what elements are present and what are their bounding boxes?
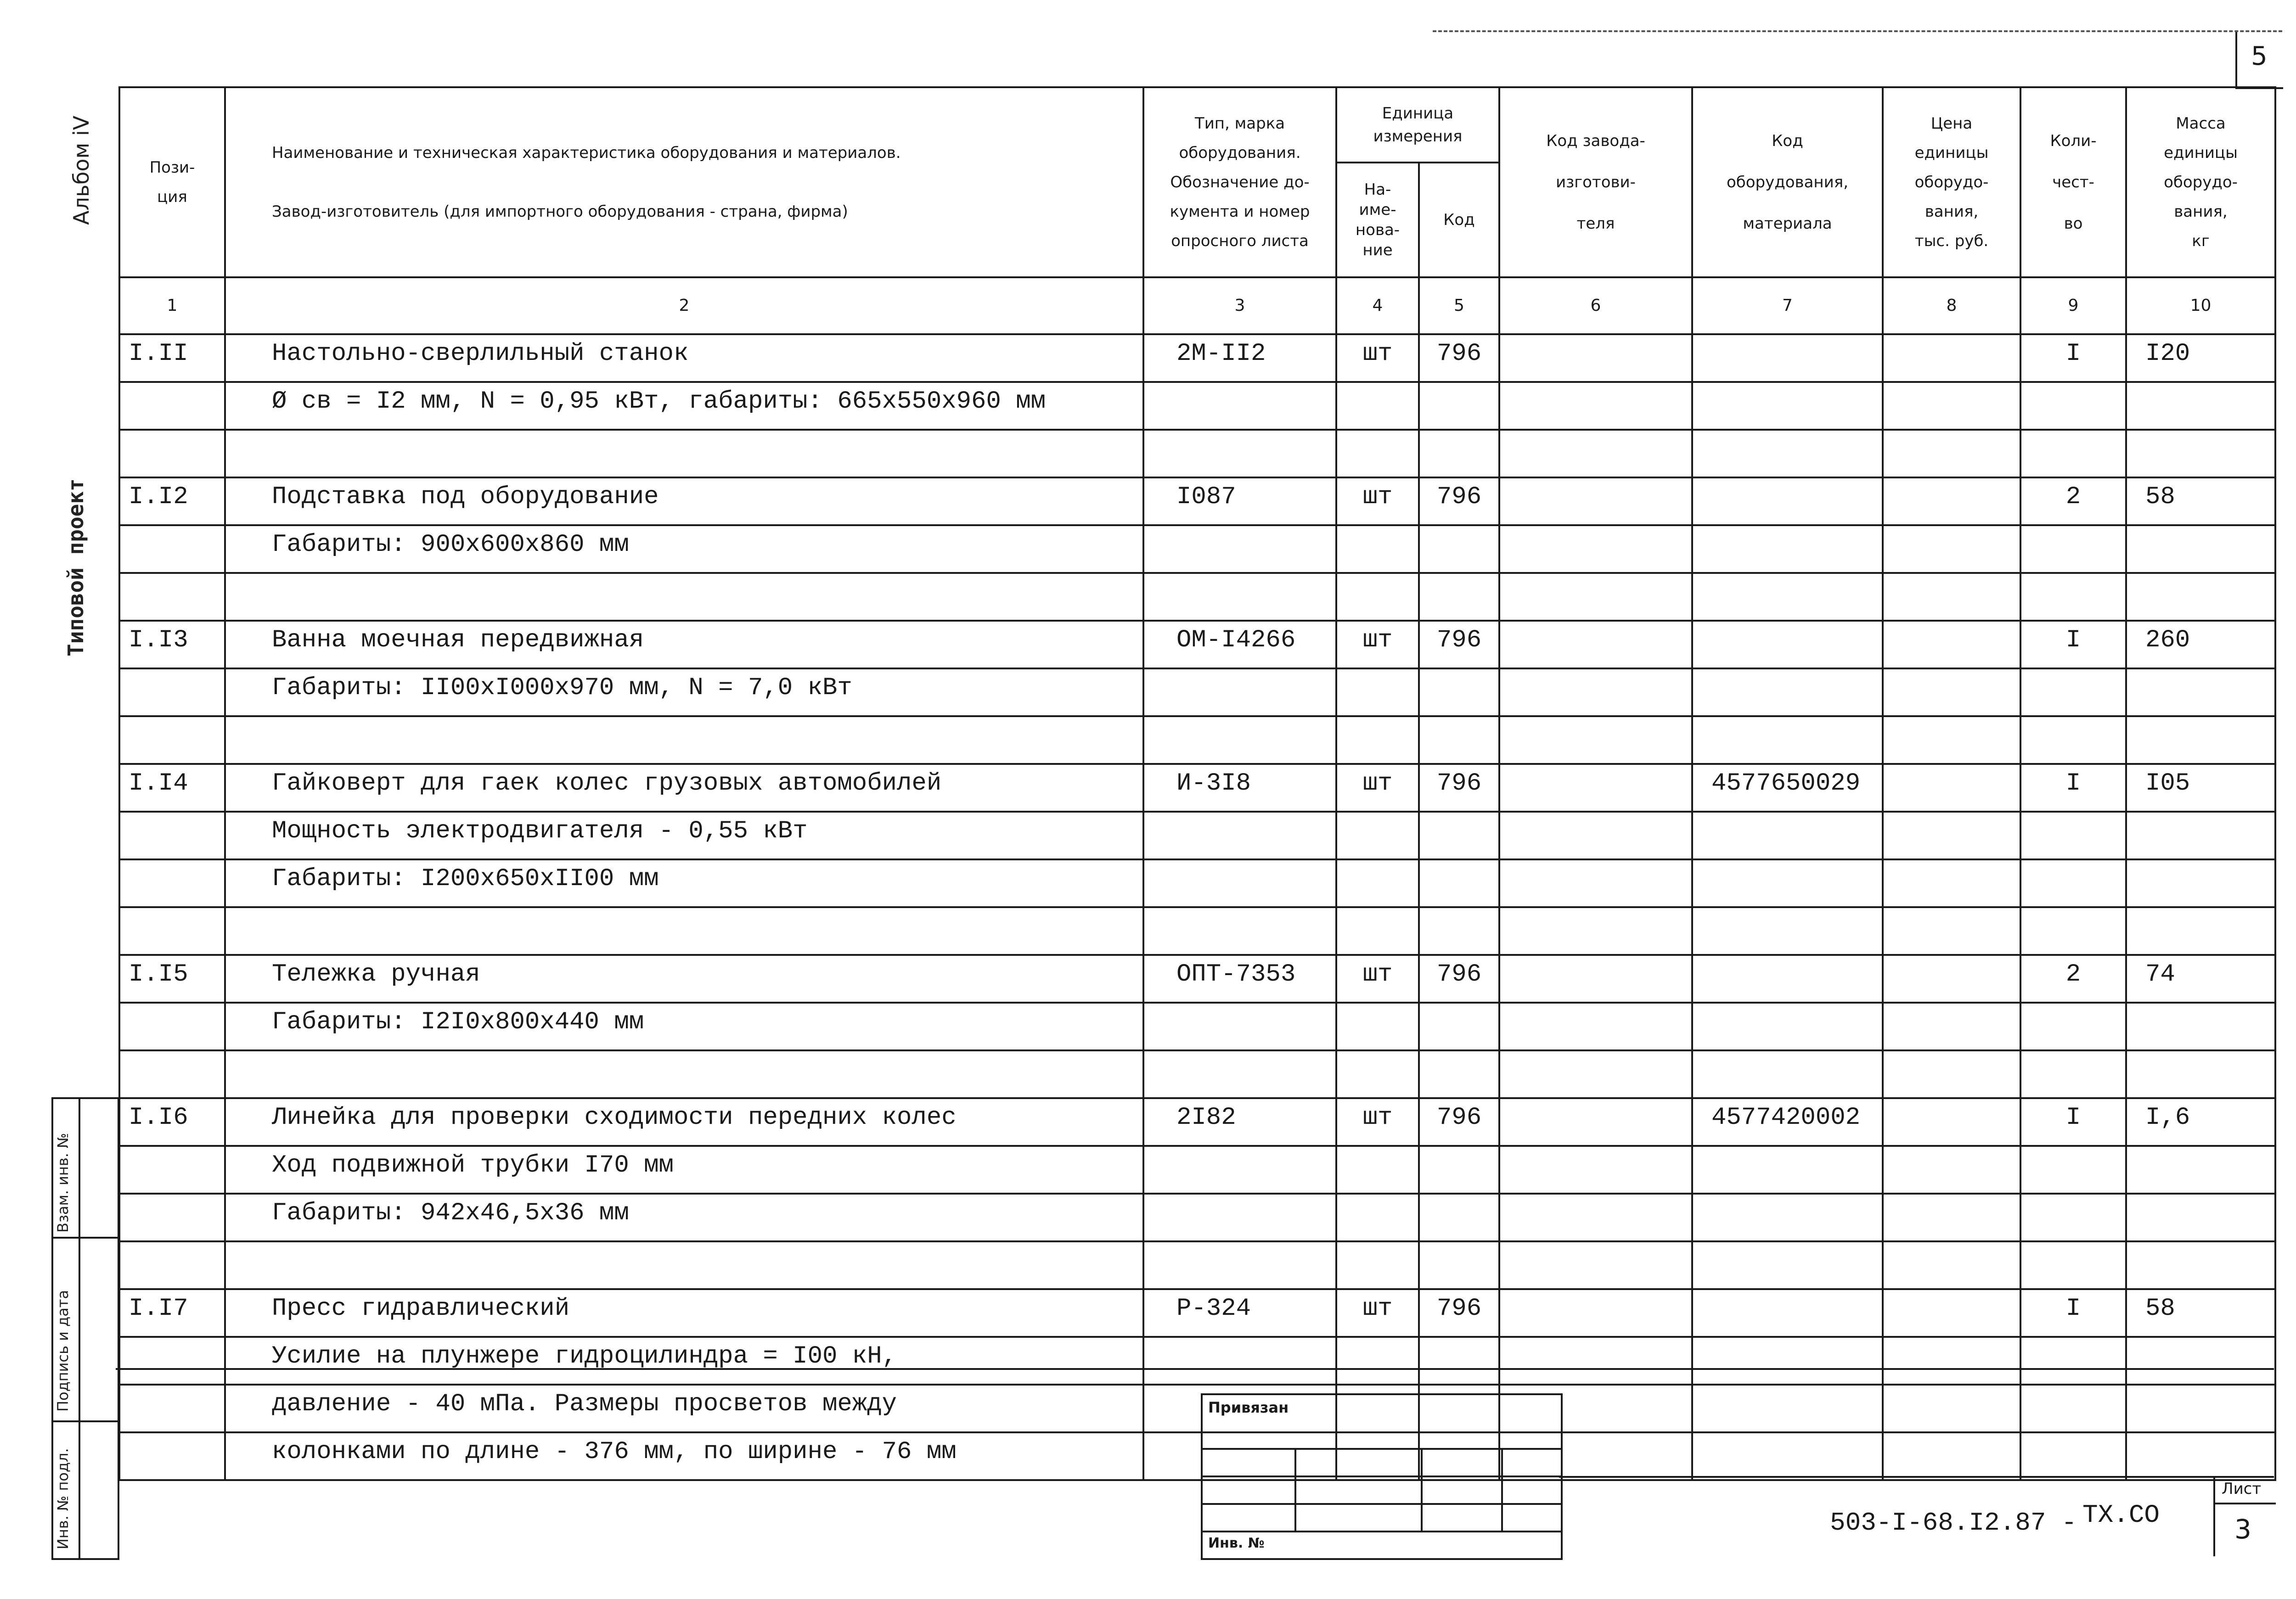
table-row	[119, 1241, 2275, 1289]
row-position	[119, 525, 225, 573]
row-position	[119, 812, 225, 859]
row-unit-code	[1419, 573, 1499, 621]
row-maker-code	[1499, 1194, 1692, 1241]
row-maker-code	[1499, 382, 1692, 430]
row-price	[1883, 1098, 2020, 1146]
row-unit-code	[1419, 525, 1499, 573]
row-price	[1883, 907, 2020, 955]
row-name: давление - 40 мПа. Размеры просветов между	[225, 1385, 1143, 1432]
specification-body	[119, 334, 2275, 1480]
row-position	[119, 1146, 225, 1194]
row-name: Габариты: II00xI000x970 мм, N = 7,0 кВт	[225, 668, 1143, 716]
row-unit-name	[1336, 907, 1419, 955]
row-type: Р-324	[1143, 1289, 1336, 1337]
table-row	[119, 907, 2275, 955]
row-mass	[2126, 430, 2275, 477]
row-position: I.I5	[119, 955, 225, 1003]
row-name	[225, 716, 1143, 764]
row-unit-name	[1336, 430, 1419, 477]
row-unit-code: 796	[1419, 477, 1499, 525]
row-unit-code	[1419, 382, 1499, 430]
row-maker-code	[1499, 668, 1692, 716]
row-equipment-code	[1692, 382, 1883, 430]
row-position: I.II	[119, 334, 225, 382]
row-name	[225, 430, 1143, 477]
row-type	[1143, 573, 1336, 621]
row-quantity	[2020, 430, 2126, 477]
row-type: ОПТ-7353	[1143, 955, 1336, 1003]
row-position: I.I6	[119, 1098, 225, 1146]
row-name	[225, 573, 1143, 621]
row-equipment-code: 4577420002	[1692, 1098, 1883, 1146]
row-position: I.I2	[119, 477, 225, 525]
specification-table	[118, 86, 2276, 1481]
column-number: 10	[2126, 277, 2275, 334]
row-type	[1143, 907, 1336, 955]
row-unit-name: шт	[1336, 477, 1419, 525]
row-name: Габариты: I200x650xII00 мм	[225, 859, 1143, 907]
row-maker-code	[1499, 477, 1692, 525]
row-position	[119, 430, 225, 477]
row-name: Мощность электродвигателя - 0,55 кВт	[225, 812, 1143, 859]
document-suffix: ТХ.СО	[2082, 1500, 2160, 1530]
row-type	[1143, 382, 1336, 430]
column-number: 5	[1419, 277, 1499, 334]
row-unit-name: шт	[1336, 764, 1419, 812]
row-price	[1883, 382, 2020, 430]
row-position	[119, 573, 225, 621]
row-equipment-code	[1692, 477, 1883, 525]
row-name	[225, 1241, 1143, 1289]
row-mass	[2126, 812, 2275, 859]
row-name: Подставка под оборудование	[225, 477, 1143, 525]
row-price	[1883, 334, 2020, 382]
row-equipment-code	[1692, 430, 1883, 477]
row-equipment-code	[1692, 1146, 1883, 1194]
header-equipment-code: Код оборудования, материала	[1692, 87, 1883, 277]
row-mass	[2126, 1050, 2275, 1098]
row-name	[225, 1050, 1143, 1098]
row-unit-code: 796	[1419, 1098, 1499, 1146]
row-unit-name	[1336, 382, 1419, 430]
row-unit-name	[1336, 1146, 1419, 1194]
row-mass: 58	[2126, 1289, 2275, 1337]
row-position	[119, 1050, 225, 1098]
row-quantity	[2020, 382, 2126, 430]
row-type: ОМ-I4266	[1143, 621, 1336, 668]
row-position: I.I3	[119, 621, 225, 668]
row-price	[1883, 1289, 2020, 1337]
column-number: 7	[1692, 277, 1883, 334]
row-unit-name	[1336, 1050, 1419, 1098]
row-price	[1883, 812, 2020, 859]
row-price	[1883, 573, 2020, 621]
row-quantity: 2	[2020, 955, 2126, 1003]
row-quantity: I	[2020, 334, 2126, 382]
row-quantity	[2020, 525, 2126, 573]
header-row-1	[119, 87, 2275, 163]
row-maker-code	[1499, 716, 1692, 764]
header-unit-group: Единица измерения	[1336, 87, 1499, 163]
row-unit-name	[1336, 573, 1419, 621]
inventory-label: Инв. №	[1208, 1535, 1265, 1551]
row-mass	[2126, 525, 2275, 573]
row-equipment-code	[1692, 1003, 1883, 1050]
row-mass: 58	[2126, 477, 2275, 525]
table-row	[119, 1050, 2275, 1098]
page-number-box	[2235, 32, 2283, 89]
row-position	[119, 668, 225, 716]
row-quantity	[2020, 716, 2126, 764]
row-price	[1883, 1146, 2020, 1194]
row-maker-code	[1499, 573, 1692, 621]
row-unit-code: 796	[1419, 334, 1499, 382]
row-price	[1883, 477, 2020, 525]
row-maker-code	[1499, 1241, 1692, 1289]
row-type	[1143, 430, 1336, 477]
sheet-label: Лист	[2222, 1480, 2262, 1498]
row-price	[1883, 1194, 2020, 1241]
header-quantity: Коли- чест- во	[2020, 87, 2126, 277]
top-rule	[1433, 30, 2282, 32]
row-position	[119, 1241, 225, 1289]
row-equipment-code	[1692, 907, 1883, 955]
row-mass	[2126, 907, 2275, 955]
row-equipment-code	[1692, 573, 1883, 621]
row-equipment-code	[1692, 668, 1883, 716]
row-name: Настольно-сверлильный станок	[225, 334, 1143, 382]
table-row	[119, 812, 2275, 859]
row-position: I.I7	[119, 1289, 225, 1337]
row-position	[119, 716, 225, 764]
row-quantity	[2020, 1241, 2126, 1289]
row-unit-code: 796	[1419, 1289, 1499, 1337]
row-equipment-code	[1692, 812, 1883, 859]
table-row	[119, 430, 2275, 477]
document-code: 503-I-68.I2.87 -	[1830, 1508, 2077, 1537]
sheet-box	[2213, 1476, 2276, 1556]
linked-label: Привязан	[1208, 1399, 1289, 1416]
table-row	[119, 334, 2275, 382]
row-mass: 74	[2126, 955, 2275, 1003]
header-maker-code: Код завода- изготови- теля	[1499, 87, 1692, 277]
row-name: Ванна моечная передвижная	[225, 621, 1143, 668]
row-quantity	[2020, 1146, 2126, 1194]
row-mass: I20	[2126, 334, 2275, 382]
row-type	[1143, 1146, 1336, 1194]
row-equipment-code: 4577650029	[1692, 764, 1883, 812]
row-mass	[2126, 1146, 2275, 1194]
row-unit-code	[1419, 1194, 1499, 1241]
row-quantity	[2020, 812, 2126, 859]
row-name: Габариты: I2I0x800x440 мм	[225, 1003, 1143, 1050]
row-type	[1143, 812, 1336, 859]
row-type	[1143, 668, 1336, 716]
row-equipment-code	[1692, 525, 1883, 573]
row-quantity	[2020, 1194, 2126, 1241]
row-type	[1143, 1241, 1336, 1289]
row-unit-name	[1336, 812, 1419, 859]
row-mass	[2126, 716, 2275, 764]
row-quantity: I	[2020, 621, 2126, 668]
stamp-inventory-label: Инв. № подл.	[54, 1448, 72, 1549]
row-type: I087	[1143, 477, 1336, 525]
table-row	[119, 1194, 2275, 1241]
row-quantity: I	[2020, 764, 2126, 812]
table-row	[119, 1146, 2275, 1194]
row-equipment-code	[1692, 1050, 1883, 1098]
row-unit-code	[1419, 430, 1499, 477]
row-mass: I,6	[2126, 1098, 2275, 1146]
row-quantity	[2020, 1050, 2126, 1098]
row-unit-code	[1419, 1241, 1499, 1289]
linked-stamp	[1201, 1393, 1563, 1560]
table-row	[119, 1098, 2275, 1146]
row-maker-code	[1499, 859, 1692, 907]
row-maker-code	[1499, 621, 1692, 668]
row-unit-name: шт	[1336, 955, 1419, 1003]
row-maker-code	[1499, 1050, 1692, 1098]
row-equipment-code	[1692, 955, 1883, 1003]
row-name	[225, 907, 1143, 955]
row-name: Гайковерт для гаек колес грузовых автомобилей	[225, 764, 1143, 812]
table-row	[119, 955, 2275, 1003]
row-type	[1143, 1050, 1336, 1098]
row-price	[1883, 716, 2020, 764]
row-position	[119, 1194, 225, 1241]
row-type: И-3I8	[1143, 764, 1336, 812]
row-position	[119, 382, 225, 430]
row-unit-name	[1336, 716, 1419, 764]
row-maker-code	[1499, 764, 1692, 812]
row-quantity	[2020, 1003, 2126, 1050]
header-position: Пози- ция	[119, 87, 225, 277]
row-unit-code	[1419, 668, 1499, 716]
row-mass	[2126, 668, 2275, 716]
row-unit-name: шт	[1336, 1289, 1419, 1337]
table-row	[119, 716, 2275, 764]
row-type: 2I82	[1143, 1098, 1336, 1146]
row-unit-name	[1336, 1194, 1419, 1241]
row-type	[1143, 716, 1336, 764]
row-equipment-code	[1692, 1241, 1883, 1289]
table-row	[119, 764, 2275, 812]
row-price	[1883, 859, 2020, 907]
row-mass	[2126, 382, 2275, 430]
row-maker-code	[1499, 955, 1692, 1003]
row-position: I.I4	[119, 764, 225, 812]
row-equipment-code	[1692, 1289, 1883, 1337]
row-unit-name	[1336, 1003, 1419, 1050]
row-equipment-code	[1692, 716, 1883, 764]
row-equipment-code	[1692, 334, 1883, 382]
row-unit-name: шт	[1336, 621, 1419, 668]
row-name: Линейка для проверки сходимости передних колес	[225, 1098, 1143, 1146]
title-divider	[1559, 1476, 2274, 1478]
row-price	[1883, 668, 2020, 716]
row-quantity	[2020, 573, 2126, 621]
row-type	[1143, 525, 1336, 573]
stamp-signature-label: Подпись и дата	[54, 1290, 72, 1412]
table-row	[119, 573, 2275, 621]
row-position	[119, 907, 225, 955]
row-unit-name	[1336, 1241, 1419, 1289]
table-row	[119, 621, 2275, 668]
column-number: 6	[1499, 277, 1692, 334]
row-unit-code: 796	[1419, 764, 1499, 812]
row-unit-name	[1336, 859, 1419, 907]
row-quantity	[2020, 907, 2126, 955]
column-number: 3	[1143, 277, 1336, 334]
row-price	[1883, 1050, 2020, 1098]
column-number: 4	[1336, 277, 1419, 334]
row-quantity	[2020, 859, 2126, 907]
project-label: Типовой проект	[63, 478, 88, 656]
row-price	[1883, 764, 2020, 812]
row-unit-code	[1419, 859, 1499, 907]
table-row	[119, 1289, 2275, 1337]
row-quantity: 2	[2020, 477, 2126, 525]
column-number: 2	[225, 277, 1143, 334]
row-position	[119, 859, 225, 907]
album-label: Альбом iV	[69, 115, 94, 225]
row-equipment-code	[1692, 621, 1883, 668]
row-quantity	[2020, 668, 2126, 716]
row-maker-code	[1499, 1289, 1692, 1337]
row-unit-name	[1336, 668, 1419, 716]
row-price	[1883, 955, 2020, 1003]
row-mass	[2126, 573, 2275, 621]
row-price	[1883, 1003, 2020, 1050]
row-type	[1143, 1194, 1336, 1241]
column-number: 8	[1883, 277, 2020, 334]
row-maker-code	[1499, 812, 1692, 859]
row-unit-code	[1419, 1003, 1499, 1050]
row-name: Габариты: 900x600x860 мм	[225, 525, 1143, 573]
row-price	[1883, 621, 2020, 668]
table-row	[119, 859, 2275, 907]
table-row	[119, 668, 2275, 716]
row-unit-code	[1419, 1050, 1499, 1098]
row-mass: 260	[2126, 621, 2275, 668]
stamp-replace-label: Взам. инв. №	[54, 1133, 72, 1233]
row-price	[1883, 525, 2020, 573]
row-name: Ход подвижной трубки I70 мм	[225, 1146, 1143, 1194]
column-number-row	[119, 277, 2275, 334]
row-name: Пресс гидравлический	[225, 1289, 1143, 1337]
table-row	[119, 1003, 2275, 1050]
page-number: 5	[2251, 41, 2268, 71]
header-unit-name: На- име- нова- ние	[1336, 163, 1419, 277]
row-maker-code	[1499, 907, 1692, 955]
sheet-number: 3	[2234, 1514, 2251, 1545]
row-mass	[2126, 1003, 2275, 1050]
header-mass: Масса единицы оборудо- вания, кг	[2126, 87, 2275, 277]
row-mass: I05	[2126, 764, 2275, 812]
row-unit-code: 796	[1419, 955, 1499, 1003]
row-price	[1883, 430, 2020, 477]
row-maker-code	[1499, 525, 1692, 573]
row-unit-code	[1419, 716, 1499, 764]
row-maker-code	[1499, 1003, 1692, 1050]
row-maker-code	[1499, 334, 1692, 382]
header-type: Тип, марка оборудования. Обозначение до- кумента и номер опросного листа	[1143, 87, 1336, 277]
row-maker-code	[1499, 1146, 1692, 1194]
row-position	[119, 1003, 225, 1050]
row-name: Габариты: 942x46,5x36 мм	[225, 1194, 1143, 1241]
row-mass	[2126, 1241, 2275, 1289]
row-maker-code	[1499, 1098, 1692, 1146]
row-maker-code	[1499, 430, 1692, 477]
row-unit-code	[1419, 812, 1499, 859]
row-equipment-code	[1692, 859, 1883, 907]
row-name: Ø св = I2 мм, N = 0,95 кВт, габариты: 665x550x960 мм	[225, 382, 1143, 430]
row-equipment-code	[1692, 1194, 1883, 1241]
row-type: 2М-II2	[1143, 334, 1336, 382]
row-name: Усилие на плунжере гидроцилиндра = I00 кН,	[225, 1337, 1143, 1385]
column-number: 9	[2020, 277, 2126, 334]
row-name: колонками по длине - 376 мм, по ширине - 76 мм	[225, 1432, 1143, 1480]
row-quantity: I	[2020, 1098, 2126, 1146]
row-type	[1143, 1003, 1336, 1050]
row-type	[1143, 859, 1336, 907]
header-unit-code: Код	[1419, 163, 1499, 277]
row-unit-code: 796	[1419, 621, 1499, 668]
column-number: 1	[119, 277, 225, 334]
header-price: Цена единицы оборудо- вания, тыс. руб.	[1883, 87, 2020, 277]
row-unit-name	[1336, 525, 1419, 573]
row-unit-code	[1419, 1146, 1499, 1194]
row-quantity: I	[2020, 1289, 2126, 1337]
row-unit-name: шт	[1336, 334, 1419, 382]
table-row	[119, 382, 2275, 430]
row-price	[1883, 1241, 2020, 1289]
row-unit-code	[1419, 907, 1499, 955]
row-mass	[2126, 1194, 2275, 1241]
row-unit-name: шт	[1336, 1098, 1419, 1146]
header-name: Наименование и техническая характеристика оборудования и материалов. Завод-изготовитель (для импортного оборудования - страна, фирма)	[225, 87, 1143, 277]
row-name: Тележка ручная	[225, 955, 1143, 1003]
row-mass	[2126, 859, 2275, 907]
table-row	[119, 477, 2275, 525]
table-row	[119, 525, 2275, 573]
